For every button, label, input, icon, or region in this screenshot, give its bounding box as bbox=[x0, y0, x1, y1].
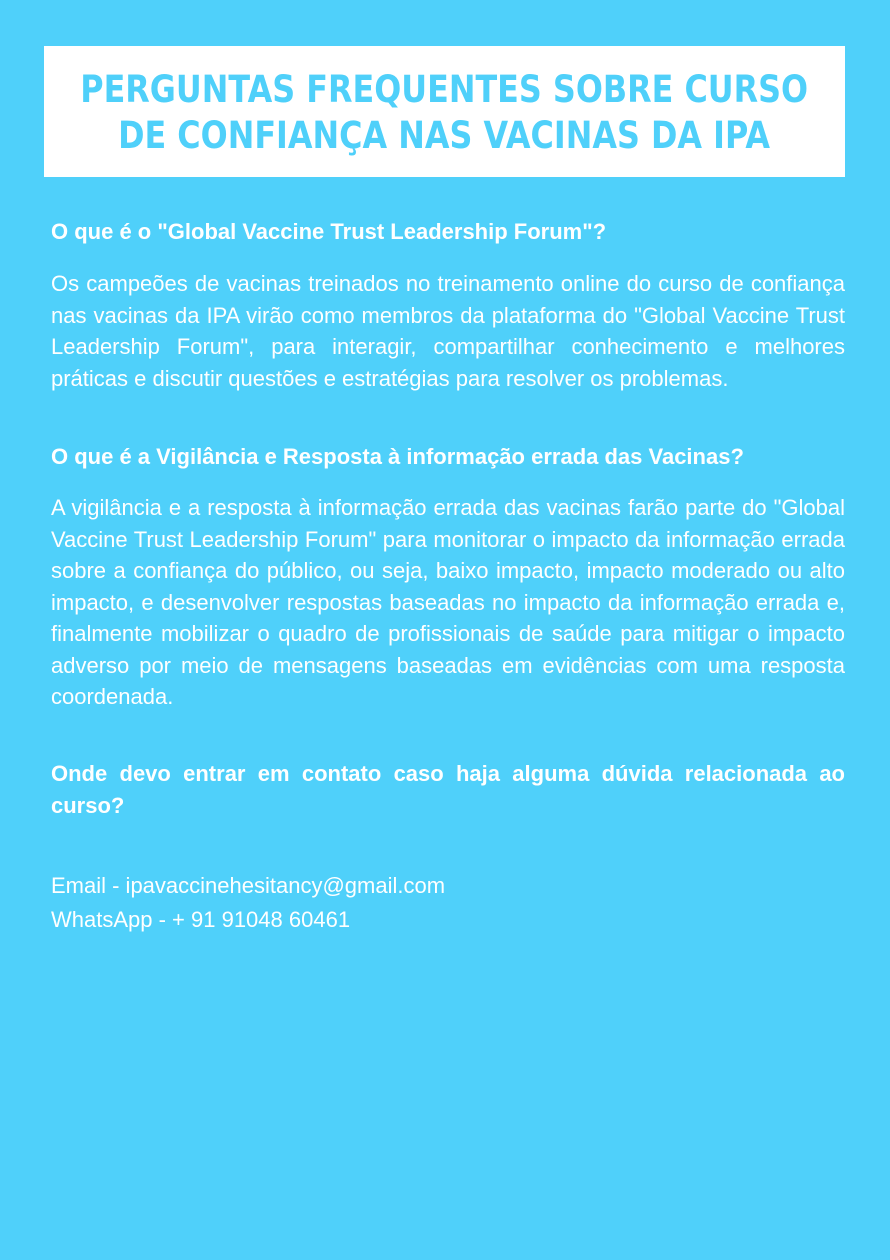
contact-whatsapp: WhatsApp - + 91 91048 60461 bbox=[51, 906, 351, 932]
page-title-line-2: DE CONFIANÇA NAS VACINAS DA IPA bbox=[118, 113, 771, 157]
page-title-line-1: PERGUNTAS FREQUENTES SOBRE CURSO bbox=[80, 67, 809, 111]
faq-question-forum: O que é o "Global Vaccine Trust Leadership Forum"? bbox=[51, 219, 607, 244]
faq-content bbox=[51, 214, 845, 937]
faq-question-contact: Onde devo entrar em contato caso haja alguma dúvida relacionada ao curso? bbox=[51, 760, 845, 818]
faq-answer-vigilance: A vigilância e a resposta à informação errada das vacinas farão parte do "Global Vaccine Trust Leadership Forum" para monitorar o impacto da informação errada sobre a confiança do público, ou seja, baixo impacto, impacto moderado ou alto impacto, e desenvolver respostas baseadas no impacto da informação errada e, finalmente mobilizar o quadro de profissionais de saúde para mitigar o impacto adverso por meio de mensagens baseadas em evidências com uma resposta coordenada. bbox=[51, 495, 845, 709]
contact-email: Email - ipavaccinehesitancy@gmail.com bbox=[51, 872, 446, 898]
faq-question-vigilance: O que é a Vigilância e Resposta à informação errada das Vacinas? bbox=[51, 444, 744, 469]
faq-answer-forum: Os campeões de vacinas treinados no treinamento online do curso de confiança nas vacinas da IPA virão como membros da plataforma do "Global Vaccine Trust Leadership Forum", para interagir, compartilhar conhecimento e melhores práticas e discutir questões e estratégias para resolver os problemas. bbox=[51, 271, 845, 391]
title-banner bbox=[44, 46, 845, 177]
